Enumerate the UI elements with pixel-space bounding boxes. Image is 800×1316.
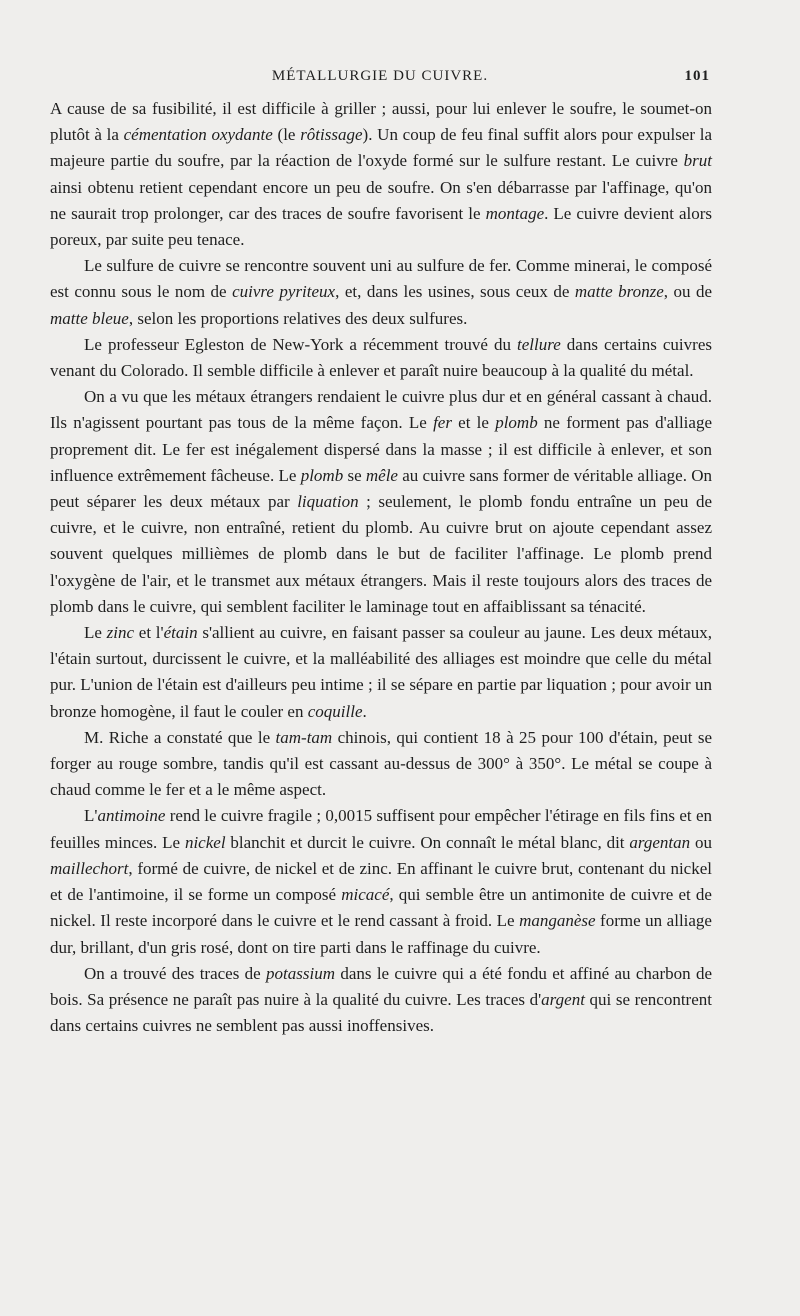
page-title: MÉTALLURGIE DU CUIVRE.: [271, 68, 489, 84]
paragraph: On a trouvé des traces de potassium dans le cuivre qui a été fondu et affiné au charbon de bois. Sa présence ne paraît pas nuire à la qualité du cuivre. Les traces d'argent qui se rencontrent dans certains cuivres ne semblent pas aussi inoffensives.: [50, 963, 712, 1036]
body-text: [50, 96, 712, 1039]
paragraph: M. Riche a constaté que le tam-tam chinois, qui contient 18 à 25 pour 100 d'étain, peut se forger au rouge sombre, tandis qu'il est cassant au-dessus de 300° à 350°. Le métal se coupe à chaud comme le fer et a le même aspect.: [50, 727, 713, 800]
paragraph: Le professeur Egleston de New-York a récemment trouvé du tellure dans certains cuivres venant du Colorado. Il semble difficile à enlever et paraît nuire beaucoup à la qualité du métal.: [50, 334, 712, 381]
page-number: 101: [684, 68, 710, 84]
paragraph: On a vu que les métaux étrangers rendaient le cuivre plus dur et en général cassant à chaud. Ils n'agissent pourtant pas tous de la même façon. Le fer et le plomb ne forment pas d'alliage proprement dit. Le fer est inégalement dispersé dans la masse ; il est difficile à enlever, et son influence extrêmement fâcheuse. Le plomb se mêle au cuivre sans former de véritable alliage. On peut séparer les deux métaux par liquation ; seulement, le plomb fondu entraîne un peu de cuivre, et le cuivre, non entraîné, retient du plomb. Au cuivre brut on ajoute cependant assez souvent quelques millièmes de plomb dans le but de faciliter l'affinage. Le plomb prend l'oxygène de l'air, et le transmet aux métaux étrangers. Mais il reste toujours alors des traces de plomb dans le cuivre, qui semblent faciliter le laminage tout en affaiblissant sa ténacité.: [50, 387, 712, 616]
paragraph: Le zinc et l'étain s'allient au cuivre, en faisant passer sa couleur au jaune. Les deux métaux, l'étain surtout, durcissent le cuivre, et la malléabilité des alliages est moindre que celle du métal pur. L'union de l'étain est d'ailleurs peu intime ; il se sépare en partie par liquation ; pour avoir un bronze homogène, il faut le couler en coquille.: [50, 623, 713, 721]
paragraph: L'antimoine rend le cuivre fragile ; 0,0015 suffisent pour empêcher l'étirage en fils fins et en feuilles minces. Le nickel blanchit et durcit le cuivre. On connaît le métal blanc, dit argentan ou maillechort, formé de cuivre, de nickel et de zinc. En affinant le cuivre brut, contenant du nickel et de l'antimoine, il se forme un composé micacé, qui semble être un antimonite de cuivre et de nickel. Il reste incorporé dans le cuivre et le rend cassant à froid. Le manganèse forme un alliage dur, brillant, d'un gris rosé, dont on tire parti dans le raffinage du cuivre.: [50, 806, 713, 957]
paragraph: Le sulfure de cuivre se rencontre souvent uni au sulfure de fer. Comme minerai, le composé est connu sous le nom de cuivre pyriteux, et, dans les usines, sous ceux de matte bronze, ou de matte bleue, selon les proportions relatives des deux sulfures.: [50, 256, 713, 328]
running-head: [50, 68, 710, 92]
paragraph: A cause de sa fusibilité, il est difficile à griller ; aussi, pour lui enlever le soufre, le soumet-on plutôt à la cémentation oxydante (le rôtissage). Un coup de feu final suffit alors pour expulser la majeure partie du soufre, par la réaction de l'oxyde formé sur le sulfure restant. Le cuivre brut ainsi obtenu retient cependant encore un peu de soufre. On s'en débarrasse par l'affinage, qu'on ne saurait trop prolonger, car des traces de soufre favorisent le montage. Le cuivre devient alors poreux, par suite peu tenace.: [50, 99, 712, 250]
